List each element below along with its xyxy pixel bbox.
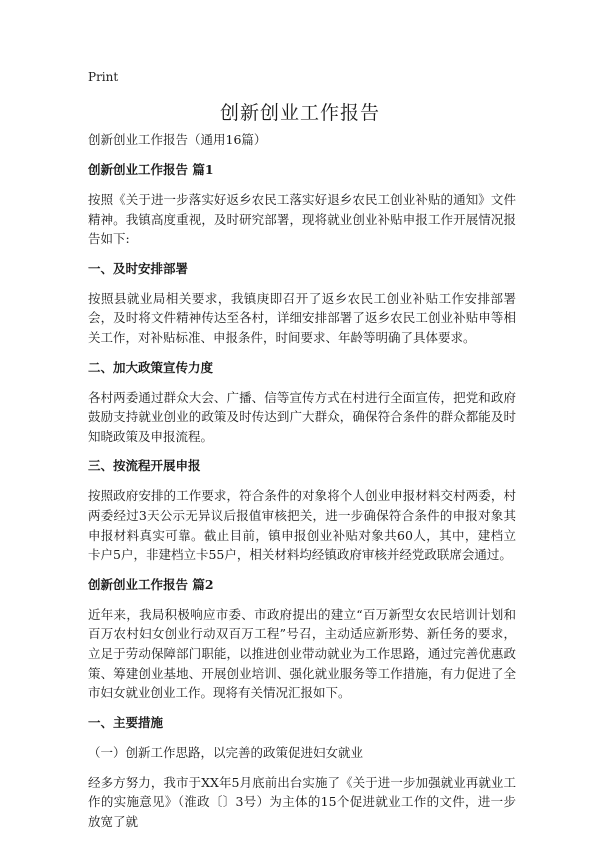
- section-heading: 二、加大政策宣传力度: [88, 359, 214, 375]
- article-1-heading: 创新创业工作报告 篇1: [88, 162, 214, 177]
- document-subtitle: 创新创业工作报告（通用16篇）: [88, 132, 267, 147]
- section-heading: 一、主要措施: [88, 714, 164, 730]
- article-2-heading: 创新创业工作报告 篇2: [88, 576, 214, 592]
- subsection-heading: （一）创新工作思路，以完善的政策促进妇女就业: [88, 744, 364, 760]
- section-paragraph: 按照县就业局相关要求，我镇庚即召开了返乡农民工创业补贴工作安排部署会，及时将文件精神传达至各村，详细安排部署了返乡农民工创业补贴申等相关工作，对补贴标准、申报条件，时间要求、年龄等明确了具体要求。: [88, 290, 516, 345]
- document-body: [88, 130, 516, 841]
- section-paragraph: 各村两委通过群众大会、广播、信等宣传方式在村进行全面宣传，把党和政府鼓励支持就业创业的政策及时传达到广大群众，确保符合条件的群众都能及时知晓政策及申报流程。: [88, 389, 516, 444]
- article-1-intro: 按照《关于进一步落实好返乡农民工落实好退乡农民工创业补贴的通知》文件精神。我镇高度重视，及时研究部署，现将就业创业补贴申报工作开展情况报告如下:: [88, 192, 516, 247]
- article-2-intro: 近年来，我局积极响应市委、市政府提出的建立“百万新型女农民培训计划和百万农村妇女创业行动双百万工程”号召，主动适应新形势、新任务的要求，立足于劳动保障部门职能，以推进创业带动就业为工作思路，通过完善优惠政策、筹建创业基地、开展创业培训、强化就业服务等工作措施，有力促进了全市妇女就业创业工作。现将有关情况汇报如下。: [88, 606, 516, 701]
- section-paragraph: 经多方努力，我市于XX年5月底前出台实施了《关于进一步加强就业再就业工作的实施意见》（淮政〔〕3号）为主体的15个促进就业工作的文件，进一步放宽了就: [88, 774, 516, 829]
- print-link[interactable]: Print: [88, 70, 119, 84]
- section-heading: 三、按流程开展申报: [88, 458, 201, 474]
- section-heading: 一、及时安排部署: [88, 260, 189, 276]
- page-title: 创新创业工作报告: [219, 102, 380, 124]
- section-paragraph: 按照政府安排的工作要求，符合条件的对象将个人创业申报材料交村两委，村两委经过3天公示无异议后报值审核把关，进一步确保符合条件的申报对象其申报材料真实可靠。截止目前，镇申报创业补贴对象共60人，其中，建档立卡户5户，非建档立卡55户，相关材料均经镇政府审核并经党政联席会通过。: [88, 488, 516, 563]
